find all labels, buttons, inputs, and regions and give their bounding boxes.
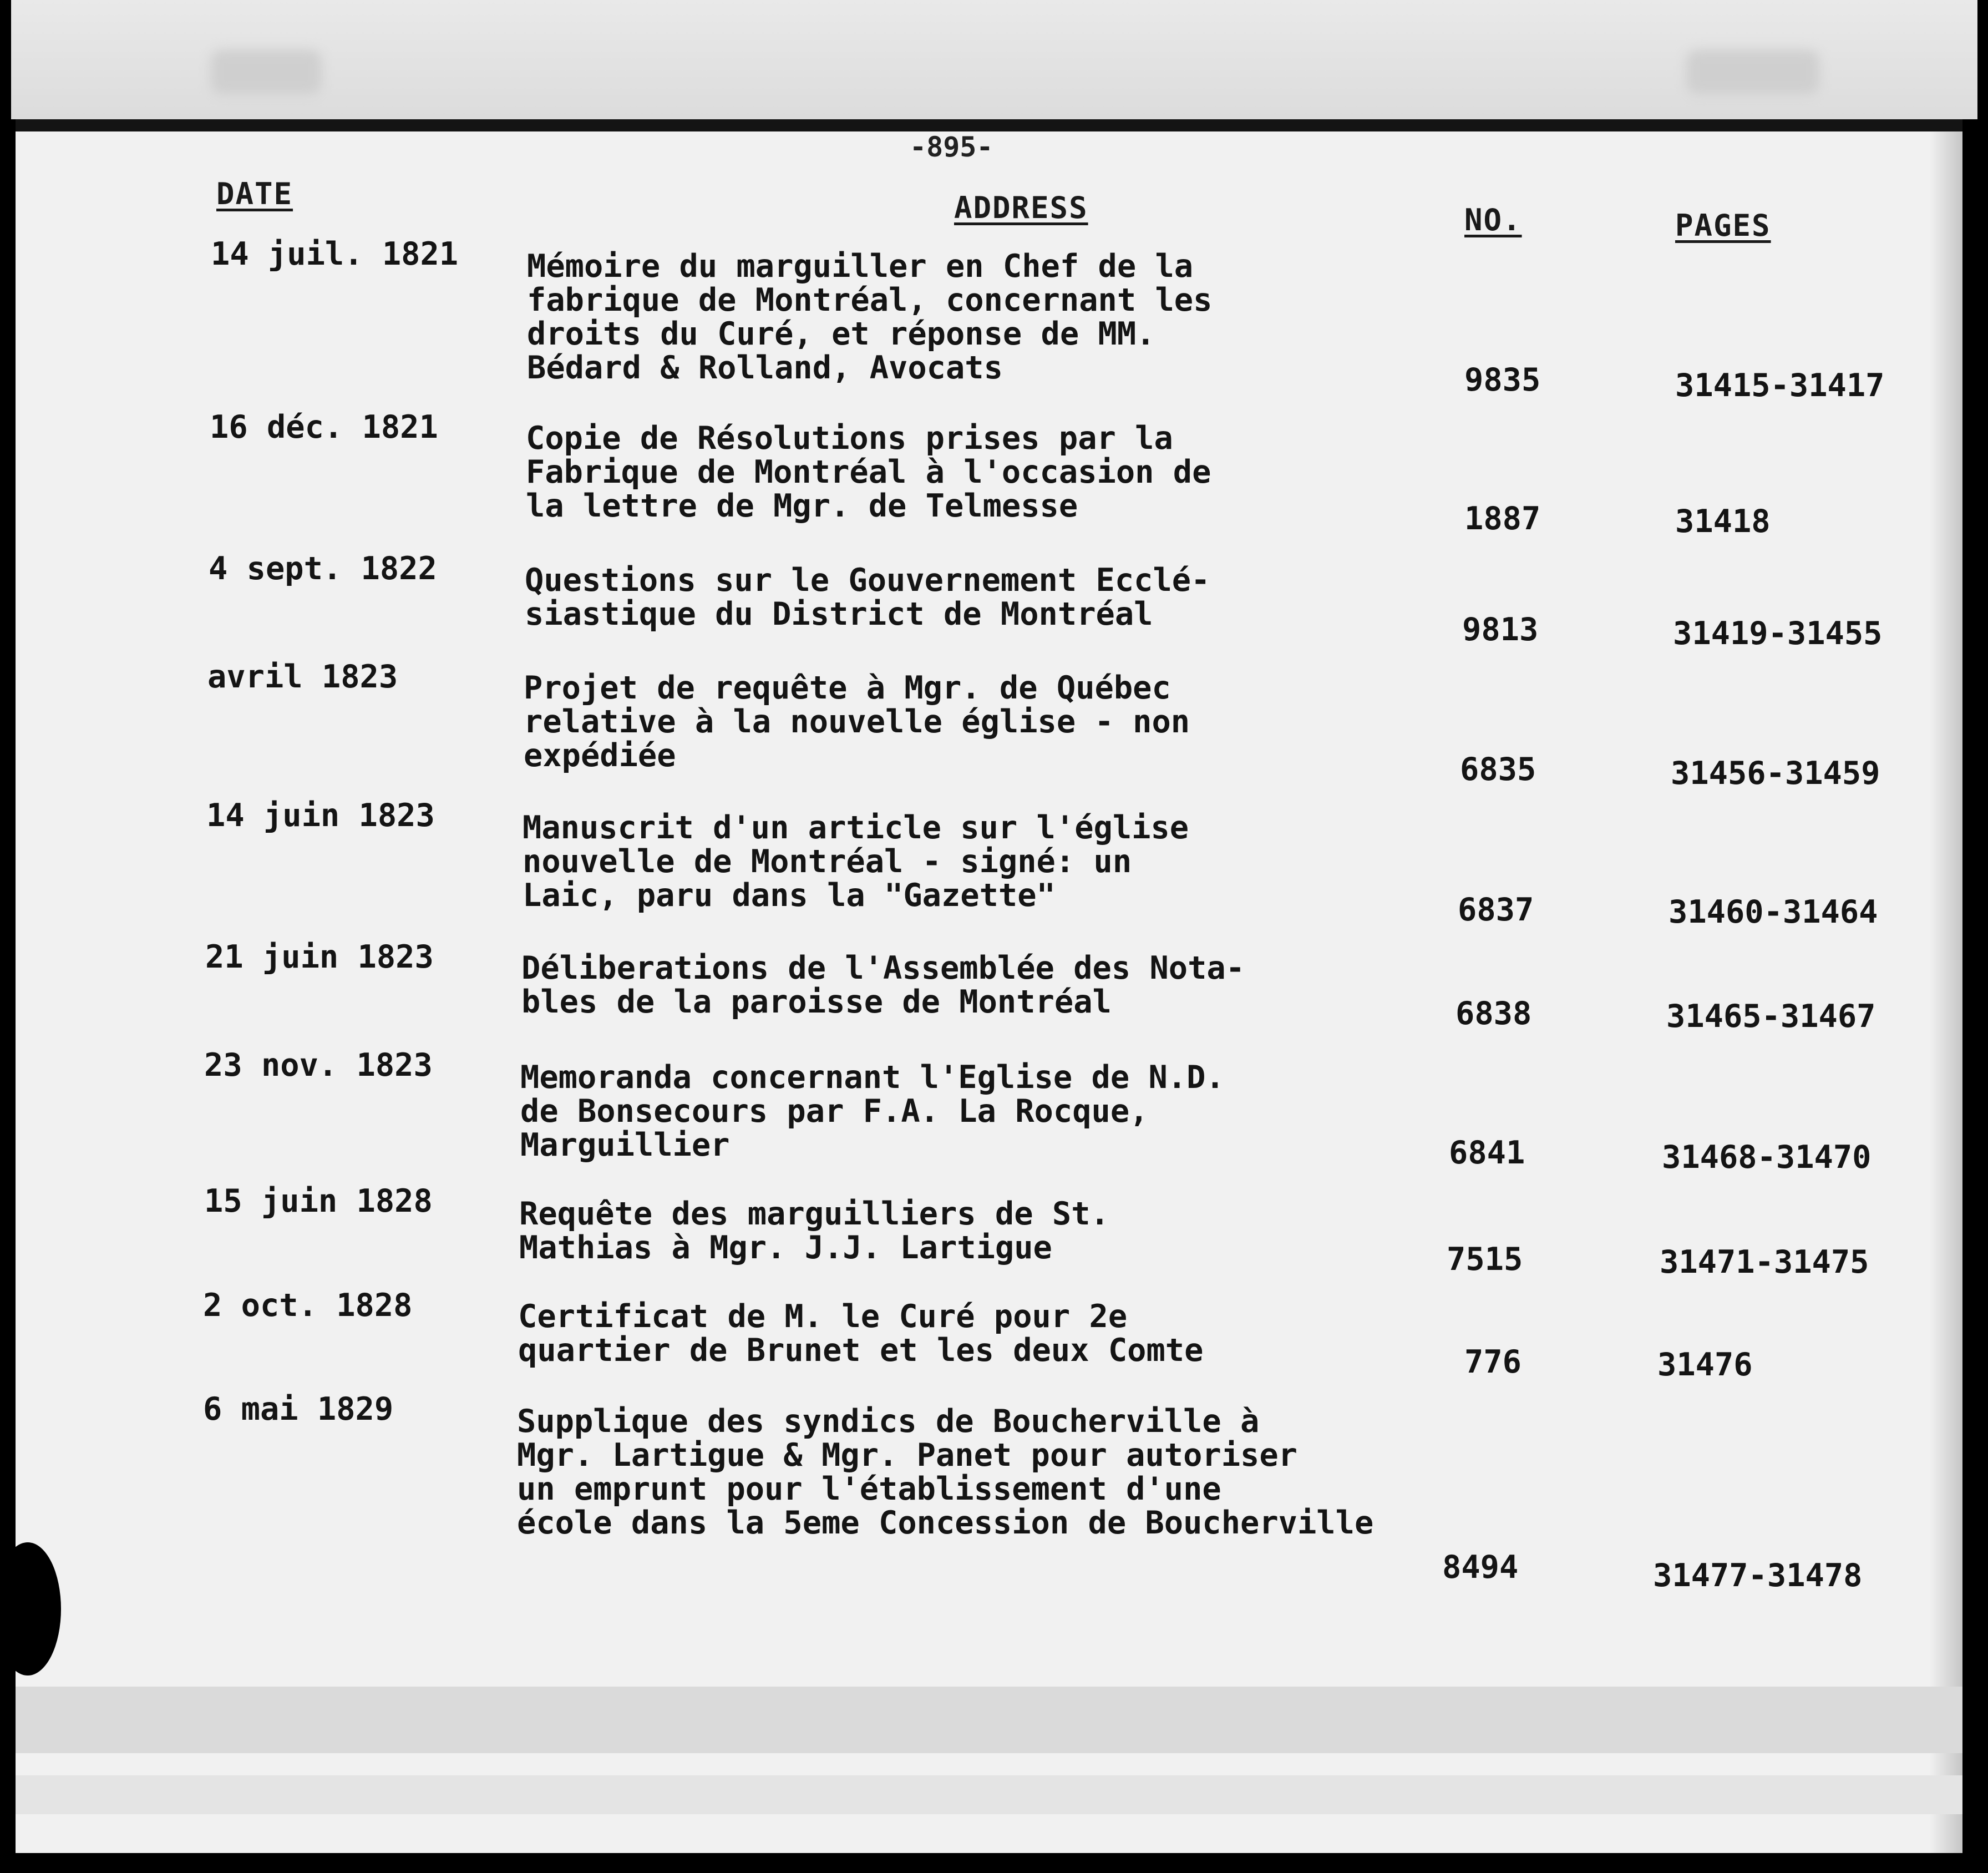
entry-date: 21 juin 1823 <box>205 939 434 975</box>
address-line: fabrique de Montréal, concernant les <box>527 282 1213 318</box>
header-pages: PAGES <box>1675 208 1771 243</box>
entry-address <box>527 250 1481 385</box>
address-line: Manuscrit d'un article sur l'église <box>523 809 1189 846</box>
entry-pages: 31471-31475 <box>1660 1244 1869 1280</box>
address-line: nouvelle de Montréal - signé: un <box>523 843 1132 880</box>
address-line: quartier de Brunet et les deux Comte <box>518 1332 1204 1369</box>
faded-mark <box>211 50 322 94</box>
entry-date: 15 juin 1828 <box>204 1183 433 1219</box>
entry-date: 16 déc. 1821 <box>210 409 438 446</box>
entry-address <box>524 671 1478 773</box>
address-line: Certificat de M. le Curé pour 2e <box>518 1298 1128 1335</box>
address-line: la lettre de Mgr. de Telmesse <box>526 488 1078 524</box>
address-line: Mgr. Lartigue & Mgr. Panet pour autoriser <box>517 1437 1297 1474</box>
address-line: Mémoire du marguiller en Chef de la <box>527 248 1194 285</box>
entry-no: 7515 <box>1447 1241 1523 1278</box>
entry-pages: 31460-31464 <box>1668 894 1878 930</box>
entry-date: 14 juin 1823 <box>206 797 435 834</box>
entry-pages: 31415-31417 <box>1675 367 1885 404</box>
entry-date: 2 oct. 1828 <box>203 1287 413 1324</box>
header-no: NO. <box>1464 203 1522 237</box>
entry-address <box>521 951 1475 1019</box>
entry-no: 9835 <box>1464 362 1541 398</box>
entry-address <box>523 811 1477 913</box>
address-line: Requête des marguilliers de St. <box>519 1196 1109 1232</box>
address-line: Déliberations de l'Assemblée des Nota- <box>521 950 1245 986</box>
address-line: relative à la nouvelle église - non <box>524 703 1190 740</box>
entry-no: 6841 <box>1449 1135 1525 1171</box>
address-line: Memoranda concernant l'Eglise de N.D. <box>520 1059 1225 1096</box>
header-date: DATE <box>216 176 293 211</box>
entry-no: 9813 <box>1462 611 1539 648</box>
entry-address <box>526 422 1480 523</box>
entry-date: 6 mai 1829 <box>203 1391 394 1427</box>
address-line: Marguillier <box>520 1127 730 1163</box>
entry-date: 23 nov. 1823 <box>204 1047 433 1084</box>
entry-address <box>520 1061 1474 1162</box>
entry-date: avril 1823 <box>207 659 398 695</box>
entry-pages: 31477-31478 <box>1653 1557 1863 1594</box>
address-line: Laic, paru dans la "Gazette" <box>523 877 1056 914</box>
address-line: Bédard & Rolland, Avocats <box>527 350 1003 386</box>
entry-no: 8494 <box>1442 1549 1519 1586</box>
entry-address <box>517 1405 1471 1540</box>
entry-no: 6835 <box>1460 751 1536 788</box>
address-line: expédiée <box>524 737 676 774</box>
entry-pages: 31419-31455 <box>1673 615 1883 652</box>
address-line: un emprunt pour l'établissement d'une <box>517 1471 1221 1507</box>
entry-pages: 31418 <box>1675 503 1771 540</box>
address-line: Copie de Résolutions prises par la <box>526 420 1173 457</box>
card-bottom-band <box>16 1775 1962 1814</box>
entry-pages: 31456-31459 <box>1671 755 1880 792</box>
address-line: Projet de requête à Mgr. de Québec <box>524 670 1171 706</box>
faded-mark <box>1686 50 1819 94</box>
entry-pages: 31468-31470 <box>1662 1139 1872 1176</box>
entry-no: 1887 <box>1464 500 1541 537</box>
address-line: bles de la paroisse de Montréal <box>521 984 1112 1020</box>
entry-no: 6838 <box>1456 995 1532 1032</box>
entry-address <box>519 1197 1473 1265</box>
address-line: Mathias à Mgr. J.J. Lartigue <box>519 1229 1052 1266</box>
entry-pages: 31465-31467 <box>1666 998 1876 1035</box>
entry-address <box>518 1300 1472 1368</box>
entry-pages: 31476 <box>1657 1346 1753 1383</box>
address-line: Fabrique de Montréal à l'occasion de <box>526 454 1211 490</box>
entry-no: 6837 <box>1458 892 1534 928</box>
address-line: école dans la 5eme Concession de Boucherville <box>517 1505 1374 1541</box>
page-number: -895- <box>910 131 993 163</box>
address-line: droits du Curé, et réponse de MM. <box>527 316 1155 352</box>
entry-no: 776 <box>1464 1344 1522 1380</box>
entry-date: 14 juil. 1821 <box>211 236 459 272</box>
entry-date: 4 sept. 1822 <box>209 550 437 587</box>
top-card-edge <box>11 0 1977 119</box>
address-line: siastique du District de Montréal <box>525 596 1153 632</box>
address-line: Questions sur le Gouvernement Ecclé- <box>525 562 1210 599</box>
header-address: ADDRESS <box>954 190 1088 225</box>
address-line: Supplique des syndics de Boucherville à <box>517 1403 1260 1440</box>
card-bottom-band <box>16 1687 1962 1753</box>
address-line: de Bonsecours par F.A. La Rocque, <box>520 1093 1149 1130</box>
entry-address <box>525 564 1479 631</box>
